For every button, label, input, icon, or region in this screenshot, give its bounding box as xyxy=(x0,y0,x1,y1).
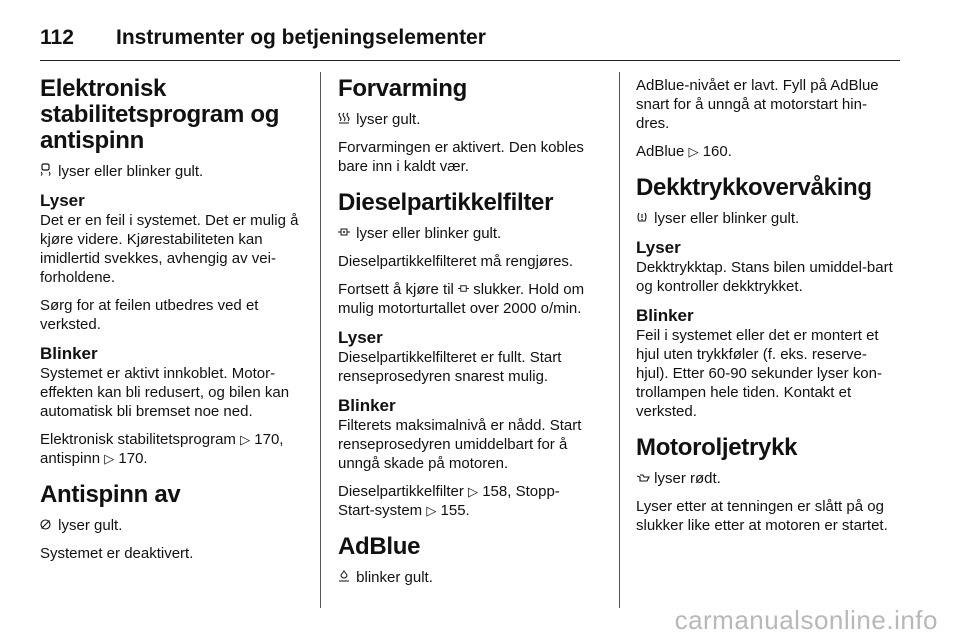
section-title-adblue: AdBlue xyxy=(338,533,421,560)
header-rule xyxy=(40,60,900,61)
subheading-lyser: Lyser xyxy=(636,238,681,257)
paragraph: Det er en feil i systemet. Det er mulig å kjøre videre. Kjørestabiliteten kan imidlertid svekkes, avhengig av vei-forholdene. xyxy=(40,212,299,286)
column-1 xyxy=(40,72,302,572)
section-title-dpf: Dieselpartikkelfilter xyxy=(338,189,554,216)
paragraph: Feil i systemet eller det er montert et hjul uten trykkføler (f. eks. reserve-hjul). Etter 60-90 sekunder lyser kon-trollampen hele tiden. Kontakt et verksted. xyxy=(636,327,882,420)
traction-off-icon xyxy=(40,516,54,535)
column-divider xyxy=(619,72,620,608)
reference-arrow-icon: ▷ xyxy=(240,432,251,447)
dpf-symbol-line: lyser eller blinker gult. xyxy=(338,224,600,243)
paragraph: Sørg for at feilen utbedres ved et verksted. xyxy=(40,297,259,333)
forvarming-symbol-line: lyser gult. xyxy=(338,110,600,129)
antispinn-symbol-line: lyser gult. xyxy=(40,516,302,535)
paragraph: Dieselpartikkelfilteret må rengjøres. xyxy=(338,253,574,270)
paragraph: Forvarmingen er aktivert. Den kobles bare inn i kaldt vær. xyxy=(338,139,584,175)
paragraph: Dekktrykktap. Stans bilen umiddel-bart og kontroller dekktrykket. xyxy=(636,259,893,295)
oil-can-icon xyxy=(636,469,650,488)
subheading-blinker: Blinker xyxy=(636,306,694,325)
subheading-blinker: Blinker xyxy=(338,396,396,415)
section-title-antispinn: Antispinn av xyxy=(40,481,181,508)
paragraph: Lyser etter at tenningen er slått på og slukker like etter at motoren er startet. xyxy=(636,498,888,534)
page-title: Instrumenter og betjeningselementer xyxy=(116,26,486,49)
reference-arrow-icon: ▷ xyxy=(426,503,437,518)
section-title-tpms: Dekktrykkovervåking xyxy=(636,174,872,201)
tire-pressure-icon xyxy=(636,209,650,228)
cross-reference: AdBlue ▷ 160. xyxy=(636,143,732,160)
esp-symbol-line: lyser eller blinker gult. xyxy=(40,162,302,181)
section-title-forvarming: Forvarming xyxy=(338,75,468,102)
oil-symbol-line: lyser rødt. xyxy=(636,469,898,488)
page-header xyxy=(40,18,920,58)
adblue-icon xyxy=(338,568,352,587)
subheading-blinker: Blinker xyxy=(40,344,98,363)
paragraph: Systemet er deaktivert. xyxy=(40,545,194,562)
paragraph: Systemet er aktivt innkoblet. Motor- effekten kan bli redusert, og bilen kan automatisk bli bremset noe ned. xyxy=(40,365,290,420)
adblue-symbol-line: blinker gult. xyxy=(338,568,600,587)
reference-arrow-icon: ▷ xyxy=(468,484,479,499)
section-title-oil: Motoroljetrykk xyxy=(636,434,798,461)
paragraph: Dieselpartikkelfilteret er fullt. Start renseprosedyren snarest mulig. xyxy=(338,349,562,385)
particle-filter-icon xyxy=(458,281,473,298)
cross-reference: Dieselpartikkelfilter ▷ 158, Stopp- Start-system ▷ 155. xyxy=(338,483,560,519)
paragraph: AdBlue-nivået er lavt. Fyll på AdBlue snart for å unngå at motorstart hin-dres. xyxy=(636,77,879,132)
page-number: 112 xyxy=(40,26,74,49)
cross-reference: Elektronisk stabilitetsprogram ▷ 170, antispinn ▷ 170. xyxy=(40,431,284,467)
glow-plug-icon xyxy=(338,110,352,129)
subheading-lyser: Lyser xyxy=(40,191,85,210)
subheading-lyser: Lyser xyxy=(338,328,383,347)
watermark: carmanualsonline.info xyxy=(674,605,938,635)
particle-filter-icon xyxy=(338,224,352,243)
reference-arrow-icon: ▷ xyxy=(688,144,699,159)
column-3 xyxy=(636,72,898,544)
tpms-symbol-line: lyser eller blinker gult. xyxy=(636,209,898,228)
section-title-esp: Elektronisk stabilitetsprogram og antispinn xyxy=(40,75,280,154)
column-2 xyxy=(338,72,600,596)
column-divider xyxy=(320,72,321,608)
paragraph: Fortsett å kjøre til slukker. Hold om mulig motorturtallet over 2000 o/min. xyxy=(338,281,585,317)
paragraph: Filterets maksimalnivå er nådd. Start renseprosedyren umiddelbart for å unngå skade på motoren. xyxy=(338,417,582,472)
esp-car-skid-icon xyxy=(40,162,54,181)
reference-arrow-icon: ▷ xyxy=(104,451,115,466)
